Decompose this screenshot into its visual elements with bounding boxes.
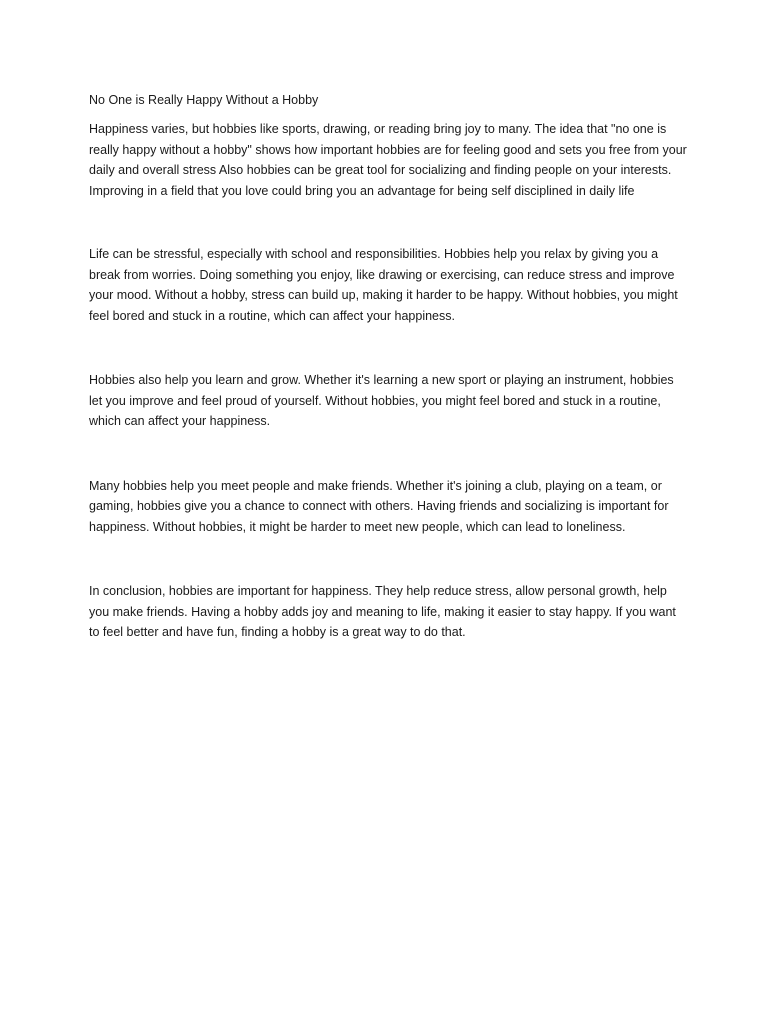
- paragraph-stress: Life can be stressful, especially with school and responsibilities. Hobbies help you relax by giving you a break from worries. Doing something you enjoy, like drawing or exercising, can reduce stress and improve your mood. Without a hobby, stress can build up, making it harder to be happy. Without hobbies, you might feel bored and stuck in a routine, which can affect your happiness.: [89, 247, 678, 323]
- document-page: [89, 90, 689, 643]
- paragraph-growth: Hobbies also help you learn and grow. Whether it's learning a new sport or playing an instrument, hobbies let you improve and feel proud of yourself. Without hobbies, you might feel bored and stuck in a routine, which can affect your happiness.: [89, 373, 674, 428]
- paragraph-intro: Happiness varies, but hobbies like sports, drawing, or reading bring joy to many. The idea that "no one is really happy without a hobby" shows how important hobbies are for feeling good and sets you free from your daily and overall stress Also hobbies can be great tool for socializing and finding people on your interests. Improving in a field that you love could bring you an advantage for being self disciplined in daily life: [89, 122, 687, 198]
- paragraph-social: Many hobbies help you meet people and make friends. Whether it's joining a club, playing on a team, or gaming, hobbies give you a chance to connect with others. Having friends and socializing is important for happiness. Without hobbies, it might be harder to meet new people, which can lead to loneliness.: [89, 478, 669, 534]
- paragraph-conclusion: In conclusion, hobbies are important for happiness. They help reduce stress, allow personal growth, help you make friends. Having a hobby adds joy and meaning to life, making it easier to stay happy. If you want to feel better and have fun, finding a hobby is a great way to do that.: [89, 584, 676, 639]
- document-title: No One is Really Happy Without a Hobby: [89, 93, 319, 107]
